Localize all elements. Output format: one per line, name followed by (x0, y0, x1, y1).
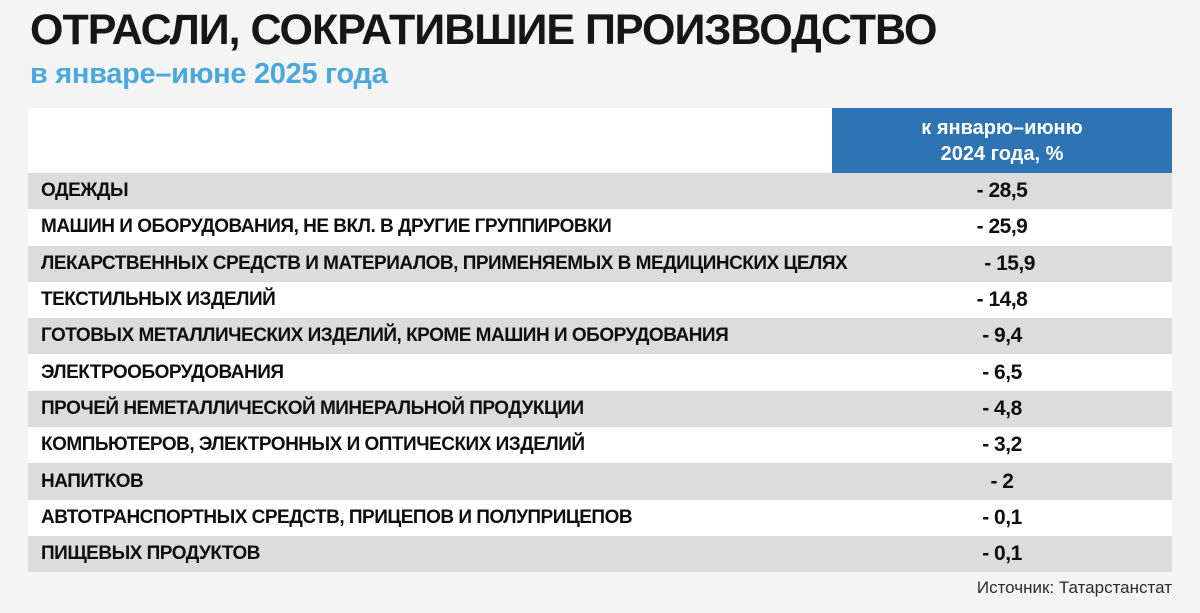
row-value: - 2 (990, 469, 1014, 493)
empty-header-cell (28, 108, 832, 173)
table-row (28, 282, 1172, 318)
row-label: АВТОТРАНСПОРТНЫХ СРЕДСТВ, ПРИЦЕПОВ И ПОЛУПРИЦЕПОВ (41, 506, 633, 528)
table-row (28, 354, 1172, 390)
value-column-header-line2: 2024 года, % (940, 142, 1064, 165)
value-column-header-line1: к январю–июню (921, 116, 1083, 139)
row-value: - 28,5 (976, 179, 1028, 203)
table-row (28, 391, 1172, 427)
row-label: КОМПЬЮТЕРОВ, ЭЛЕКТРОННЫХ И ОПТИЧЕСКИХ ИЗДЕЛИЙ (41, 434, 585, 456)
table-body (28, 173, 1172, 572)
row-label: ГОТОВЫХ МЕТАЛЛИЧЕСКИХ ИЗДЕЛИЙ, КРОМЕ МАШИН И ОБОРУДОВАНИЯ (41, 325, 729, 347)
table-row (28, 536, 1172, 572)
row-label: НАПИТКОВ (41, 470, 144, 492)
page-title: ОТРАСЛИ, СОКРАТИВШИЕ ПРОИЗВОДСТВО (30, 6, 937, 54)
production-decline-table (28, 108, 1172, 572)
row-value: - 4,8 (982, 396, 1022, 420)
row-label: ПИЩЕВЫХ ПРОДУКТОВ (41, 543, 261, 565)
row-label: ТЕКСТИЛЬНЫХ ИЗДЕЛИЙ (41, 289, 276, 311)
row-label: ЭЛЕКТРООБОРУДОВАНИЯ (41, 361, 284, 383)
row-label: ЛЕКАРСТВЕННЫХ СРЕДСТВ И МАТЕРИАЛОВ, ПРИМЕНЯЕМЫХ В МЕДИЦИНСКИХ ЦЕЛЯХ (41, 252, 848, 274)
row-label: ОДЕЖДЫ (41, 180, 129, 202)
row-value: - 15,9 (984, 251, 1035, 275)
table-header-row (28, 108, 1172, 173)
page-subtitle: в январе–июне 2025 года (30, 58, 388, 90)
row-label: ПРОЧЕЙ НЕМЕТАЛЛИЧЕСКОЙ МИНЕРАЛЬНОЙ ПРОДУКЦИИ (41, 397, 584, 419)
row-value: - 25,9 (976, 215, 1028, 239)
row-value: - 0,1 (982, 505, 1022, 529)
row-value: - 14,8 (976, 288, 1028, 312)
table-row (28, 463, 1172, 499)
value-column-header (832, 108, 1172, 173)
table-row (28, 246, 1172, 282)
row-label: МАШИН И ОБОРУДОВАНИЯ, НЕ ВКЛ. В ДРУГИЕ ГРУППИРОВКИ (41, 216, 612, 238)
row-value: - 3,2 (982, 433, 1022, 457)
row-value: - 6,5 (982, 360, 1022, 384)
table-row (28, 173, 1172, 209)
table-row (28, 427, 1172, 463)
table-row (28, 318, 1172, 354)
row-value: - 9,4 (982, 324, 1022, 348)
source-note: Источник: Татарстанстат (976, 578, 1172, 597)
table-row (28, 209, 1172, 245)
row-value: - 0,1 (982, 542, 1022, 566)
table-row (28, 500, 1172, 536)
